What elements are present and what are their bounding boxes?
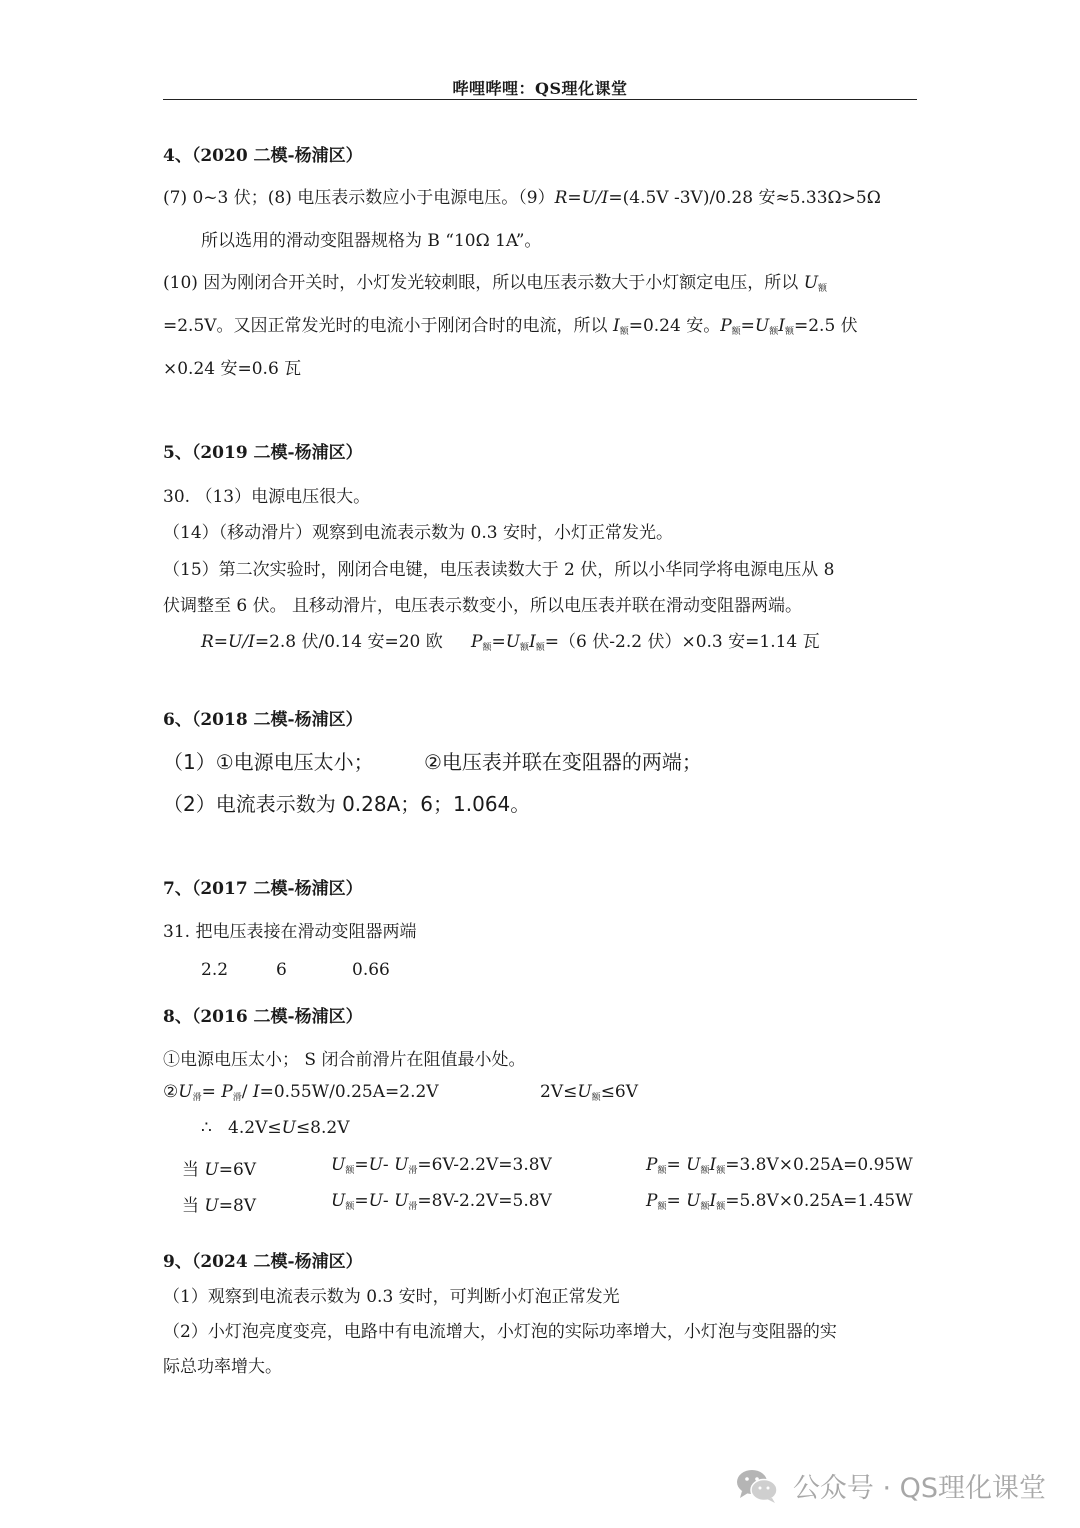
answer-line: (10) 因为刚闭合开关时，小灯发光较刺眼，所以电压表示数大于小灯额定电压，所以 $U_额$: [163, 273, 828, 294]
header-rule: [163, 99, 917, 100]
answer-line: $U_额=U-$ $U_滑=6V-2.2V=3.8V$: [331, 1155, 552, 1176]
watermark-text: 公众号 · QS理化课堂: [792, 1473, 1046, 1504]
answer-line: ×0.24 安=0.6 瓦: [163, 359, 302, 379]
answer-line: 所以选用的滑动变阻器规格为 B “10Ω 1A”。: [201, 231, 542, 251]
section-title: 6、（2018 二模-杨浦区）: [163, 710, 363, 730]
answer-value: 2.2: [201, 960, 229, 980]
case-label: 当 U=6V: [182, 1160, 257, 1180]
answer-line: $P_额= U_额I_额=5.8V\times 0.25A=1.45W$: [646, 1191, 913, 1212]
answer-line: 际总功率增大。: [163, 1357, 282, 1377]
answer-line: 30. （13）电源电压很大。: [163, 487, 371, 507]
wechat-icon: [735, 1467, 779, 1505]
answer-line: $2V\le U_额\le 6V$: [540, 1082, 639, 1103]
answer-line: 31. 把电压表接在滑动变阻器两端: [163, 922, 417, 942]
answer-line: $P_额=U_额I_额=(6$ 伏-2.2 伏）×0.3 安=1.14 瓦: [471, 632, 820, 653]
answer-line: R=U/I=2.8 伏/0.14 安=20 欧: [201, 632, 443, 652]
answer-line: ①电源电压太小； S 闭合前滑片在阻值最小处。: [163, 1050, 526, 1070]
section-title: 4、（2020 二模-杨浦区）: [163, 146, 363, 166]
answer-line: $②U_滑= P_滑/$ I=0.55W/0.25A=2.2V: [163, 1082, 439, 1103]
section-title: 8、（2016 二模-杨浦区）: [163, 1007, 363, 1027]
answer-line: （2）电流表示数为 0.28A；6；1.064。: [163, 792, 531, 816]
answer-line: （15）第二次实验时，刚闭合电键，电压表读数大于 2 伏，所以小华同学将电源电压从 8: [163, 560, 835, 580]
answer-line: （14）（移动滑片）观察到电流表示数为 0.3 安时，小灯正常发光。: [163, 523, 673, 543]
answer-line: ②电压表并联在变阻器的两端；: [424, 750, 702, 774]
section-title: 7、（2017 二模-杨浦区）: [163, 879, 363, 899]
answer-value: 0.66: [352, 960, 390, 980]
answer-line: 伏调整至 6 伏。 且移动滑片，电压表示数变小，所以电压表并联在滑动变阻器两端。: [163, 596, 803, 616]
section-title: 9、（2024 二模-杨浦区）: [163, 1252, 363, 1272]
case-label: 当 U=8V: [182, 1196, 257, 1216]
section-title: 5、（2019 二模-杨浦区）: [163, 443, 363, 463]
answer-line: $P_额= U_额I_额=3.8V\times 0.25A=0.95W$: [646, 1155, 913, 1176]
answer-line: （2）小灯泡亮度变亮，电路中有电流增大，小灯泡的实际功率增大，小灯泡与变阻器的实: [163, 1322, 837, 1342]
answer-line: $U_额=U-$ $U_滑=8V-2.2V=5.8V$: [331, 1191, 552, 1212]
answer-line: （1）①电源电压太小；: [163, 750, 374, 774]
answer-value: 6: [276, 960, 287, 980]
header-title: 哔哩哔哩：QS理化课堂: [452, 79, 628, 98]
answer-line: ∴ 4.2V≤U≤8.2V: [201, 1118, 350, 1138]
watermark: [735, 1466, 1046, 1505]
answer-line: （1）观察到电流表示数为 0.3 安时，可判断小灯泡正常发光: [163, 1287, 620, 1307]
answer-line: (7) 0~3 伏；(8) 电压表示数应小于电源电压。（9）R=U/I=(4.5V -3V)/0.28 安≈5.33Ω>5Ω: [163, 188, 881, 208]
answer-line: =2.5V。又因正常发光时的电流小于刚闭合时的电流，所以 $I_额=0.24$ 安。$P_额=U_额I_额=2.5$ 伏: [163, 316, 858, 337]
